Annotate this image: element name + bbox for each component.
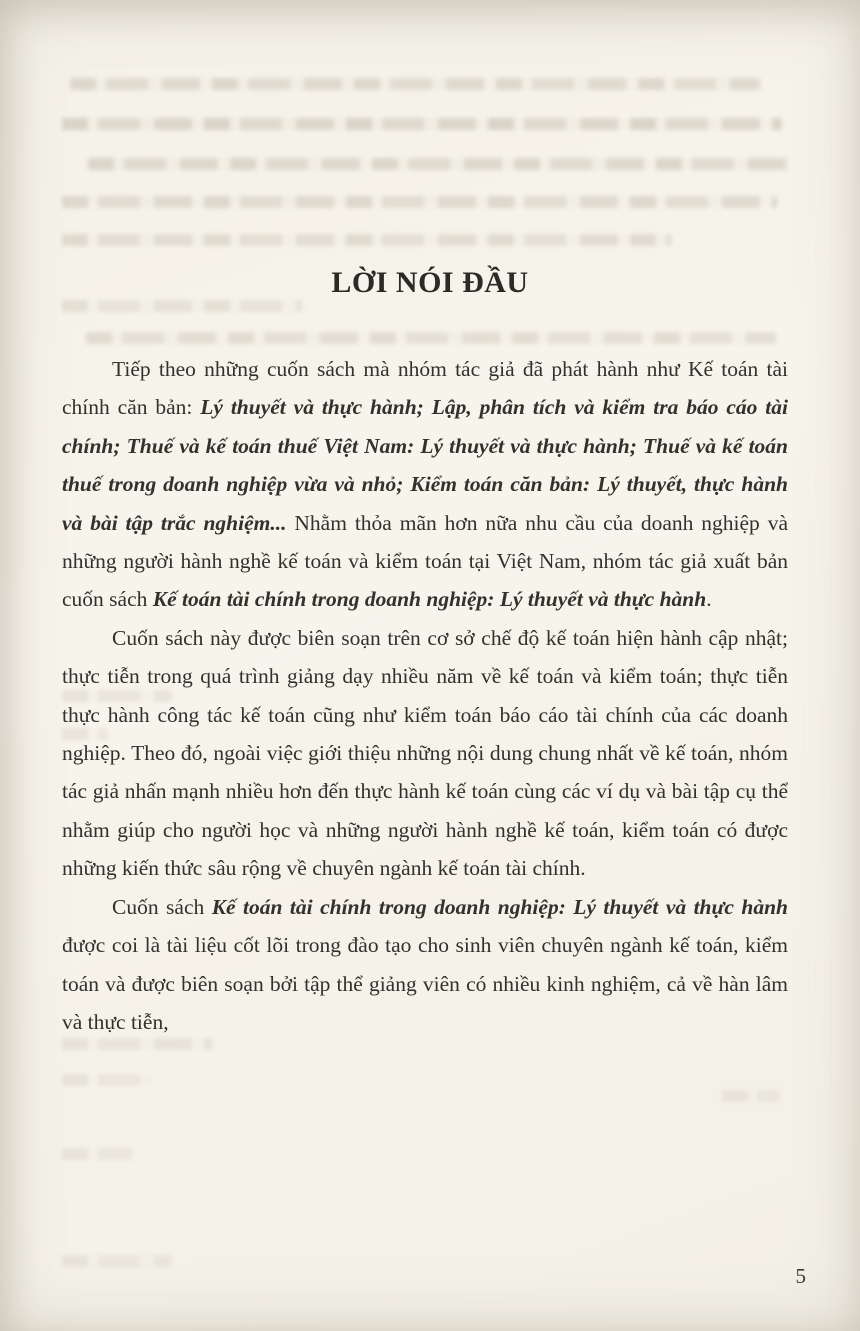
bleedthrough-line bbox=[88, 158, 788, 170]
bleedthrough-line bbox=[62, 1148, 132, 1160]
paragraph bbox=[62, 619, 788, 888]
bleedthrough-line bbox=[62, 118, 782, 130]
bleedthrough-line bbox=[62, 300, 302, 312]
text-segment: Kế toán tài chính trong doanh nghiệp: Lý thuyết và thực hành bbox=[152, 587, 707, 612]
text-segment: Tiếp theo những cuốn sách mà nhóm tác giả đã phát hành như Kế toán tài chính căn bản: bbox=[62, 357, 788, 420]
bleedthrough-line bbox=[62, 234, 672, 246]
text-segment: Nhằm thỏa mãn hơn nữa nhu cầu của doanh nghiệp và những người hành nghề kế toán và kiểm toán tại Việt Nam, nhóm tác giả xuất bản cuốn sách bbox=[62, 510, 788, 612]
page-title: LỜI NÓI ĐẦU bbox=[331, 266, 529, 299]
body-paragraphs bbox=[62, 350, 788, 1041]
text-segment: Cuốn sách bbox=[112, 894, 212, 919]
text-segment: được coi là tài liệu cốt lõi trong đào tạo cho sinh viên chuyên ngành kế toán, kiểm toán và được biên soạn bởi tập thể giảng viên có nhiều kinh nghiệm, cả về hàn lâm và thực tiễn, bbox=[62, 933, 788, 1034]
bleedthrough-line bbox=[86, 332, 776, 344]
bleedthrough-line bbox=[62, 196, 777, 208]
text-segment: . bbox=[706, 587, 712, 612]
text-segment: Kế toán tài chính trong doanh nghiệp: Lý thuyết và thực hành bbox=[211, 894, 789, 919]
bleedthrough-line bbox=[70, 78, 760, 90]
paragraph bbox=[62, 888, 788, 1042]
bleedthrough-line bbox=[62, 1255, 172, 1267]
bleedthrough-line bbox=[62, 1074, 152, 1086]
text-segment: Lý thuyết và thực hành; Lập, phân tích và kiểm tra báo cáo tài chính; Thuế và kế toán thuế Việt Nam: Lý thuyết và thực hành; Thuế và kế toán thuế trong doanh nghiệp vừa và nhỏ; Kiểm toán căn bản: Lý thuyết, thực hành và bài tập trắc nghiệm... bbox=[62, 395, 788, 535]
page-number: 5 bbox=[795, 1264, 806, 1288]
bleedthrough-line bbox=[722, 1090, 780, 1102]
paragraph bbox=[62, 350, 788, 619]
text-segment: Cuốn sách này được biên soạn trên cơ sở chế độ kế toán hiện hành cập nhật; thực tiễn trong quá trình giảng dạy nhiều năm về kế toán và kiểm toán; thực tiễn thực hành công tác kế toán cũng như kiểm toán báo cáo tài chính của các doanh nghiệp. Theo đó, ngoài việc giới thiệu những nội dung chung nhất về kế toán, nhóm tác giả nhấn mạnh nhiều hơn đến thực hành kế toán cùng các ví dụ và bài tập cụ thể nhằm giúp cho người học và những người hành nghề kế toán, kiểm toán có được những kiến thức sâu rộng về chuyên ngành kế toán tài chính. bbox=[62, 625, 788, 881]
